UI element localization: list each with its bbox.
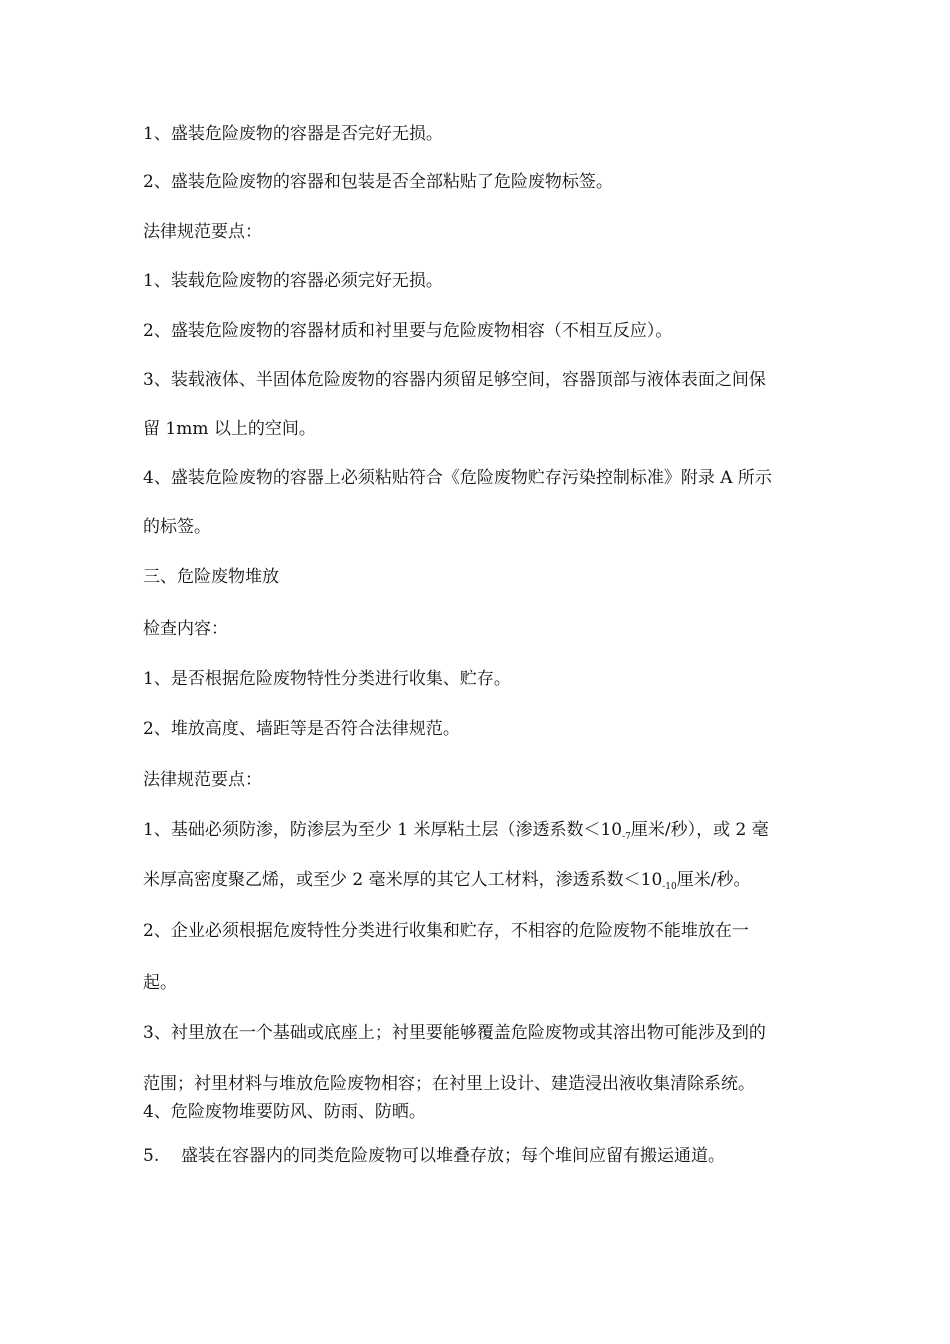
paragraph-line: 2、盛装危险废物的容器和包装是否全部粘贴了危险废物标签。 (143, 172, 613, 192)
paragraph-line: 1、盛装危险废物的容器是否完好无损。 (143, 124, 443, 144)
paragraph-line: 1、装载危险废物的容器必须完好无损。 (143, 271, 443, 291)
paragraph-line: 2、盛装危险废物的容器材质和衬里要与危险废物相容（不相互反应）。 (143, 321, 673, 341)
paragraph-line (143, 819, 823, 841)
subscript-exponent: -7 (622, 832, 631, 842)
section-heading: 法律规范要点： (143, 222, 262, 242)
section-heading: 法律规范要点： (143, 770, 262, 790)
paragraph-line (143, 869, 823, 891)
paragraph-line: 留 1mm 以上的空间。 (143, 419, 316, 439)
paragraph-line: 3、装载液体、半固体危险废物的容器内须留足够空间，容器顶部与液体表面之间保 (143, 370, 766, 390)
text-run: 米厚高密度聚乙烯，或至少 2 毫米厚的其它人工材料，渗透系数＜10 (143, 870, 663, 890)
text-run: 厘米/秒），或 2 毫 (630, 820, 769, 840)
section-heading: 检查内容： (143, 619, 228, 639)
paragraph-line: 2、企业必须根据危废特性分类进行收集和贮存，不相容的危险废物不能堆放在一 (143, 921, 749, 941)
paragraph-line: 2、堆放高度、墙距等是否符合法律规范。 (143, 719, 460, 739)
paragraph-line: 3、衬里放在一个基础或底座上；衬里要能够覆盖危险废物或其溶出物可能涉及到的 (143, 1023, 766, 1043)
paragraph-line: 1、是否根据危险废物特性分类进行收集、贮存。 (143, 669, 511, 689)
text-run: 盛装在容器内的同类危险废物可以堆叠存放；每个堆间应留有搬运通道。 (181, 1146, 725, 1166)
paragraph-line (143, 1145, 823, 1167)
paragraph-line: 4、盛装危险废物的容器上必须粘贴符合《危险废物贮存污染控制标准》附录 A 所示 (143, 468, 772, 488)
text-run: 1、基础必须防渗，防渗层为至少 1 米厚粘土层（渗透系数＜10 (143, 820, 623, 840)
section-heading: 三、危险废物堆放 (143, 567, 279, 587)
text-run: 厘米/秒。 (676, 870, 751, 890)
paragraph-line: 起。 (143, 973, 177, 993)
paragraph-line: 的标签。 (143, 517, 211, 537)
paragraph-line: 范围；衬里材料与堆放危险废物相容；在衬里上设计、建造浸出液收集清除系统。 (143, 1074, 755, 1094)
paragraph-line: 4、危险废物堆要防风、防雨、防晒。 (143, 1102, 426, 1122)
subscript-exponent: -10 (662, 882, 677, 892)
list-number: 5. (143, 1146, 160, 1166)
